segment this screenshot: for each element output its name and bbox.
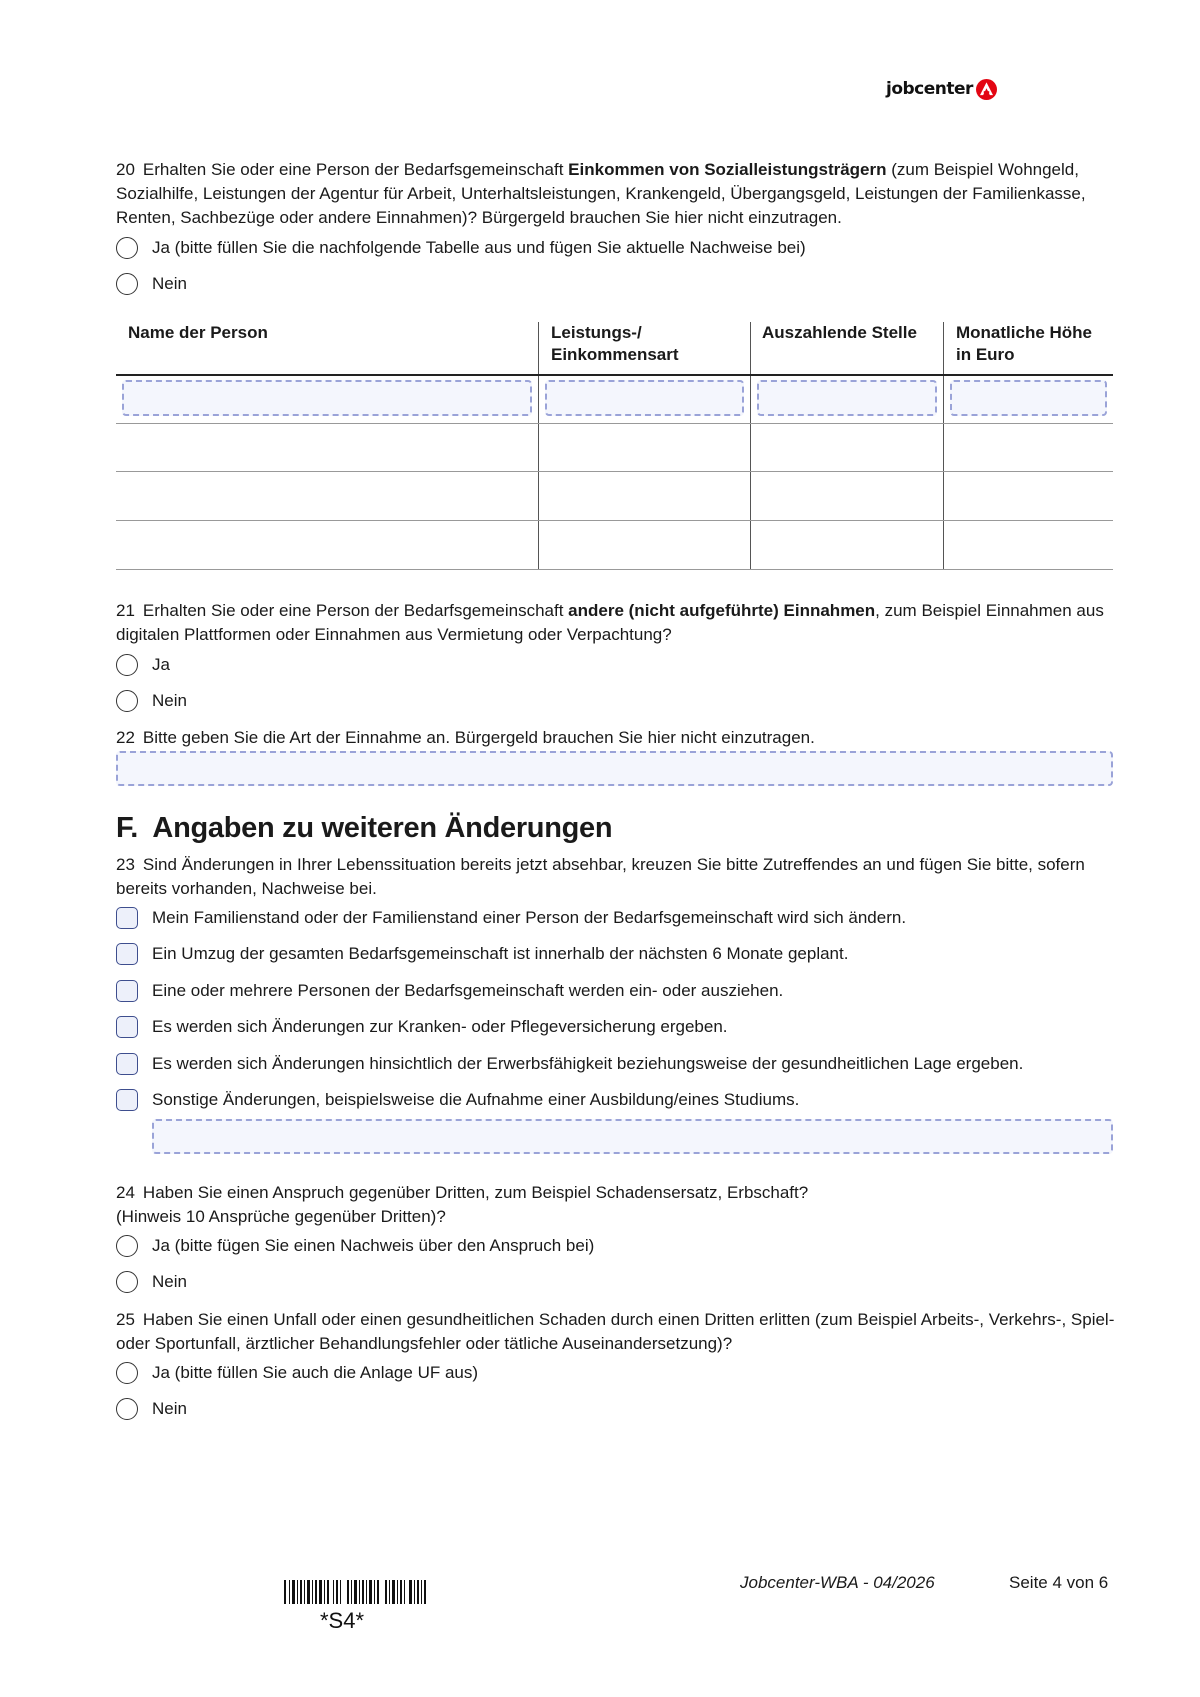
radio-button[interactable] bbox=[116, 690, 138, 712]
checkbox-label: Mein Familienstand oder der Familienstand einer Person der Bedarfsgemeinschaft wird sich ändern. bbox=[152, 908, 907, 927]
question-text: Bitte geben Sie die Art der Einnahme an. Bürgergeld brauchen Sie hier nicht einzutragen. bbox=[142, 728, 815, 747]
barcode-text: *S4* bbox=[320, 1608, 365, 1633]
question-number: 23 bbox=[116, 855, 135, 874]
question-25 bbox=[116, 1308, 1116, 1356]
q23-checkbox-marital[interactable] bbox=[116, 905, 906, 931]
option-label: Ja (bitte füllen Sie auch die Anlage UF aus) bbox=[152, 1363, 479, 1382]
question-text: Erhalten Sie oder eine Person der Bedarfsgemeinschaft bbox=[142, 160, 569, 179]
brand-a-icon bbox=[976, 79, 997, 100]
logo-text: jobcenter bbox=[886, 79, 973, 99]
option-label: Nein bbox=[152, 1399, 187, 1418]
table-field-payer[interactable] bbox=[757, 380, 937, 416]
checkbox-label: Ein Umzug der gesamten Bedarfsgemeinschaft ist innerhalb der nächsten 6 Monate geplant. bbox=[152, 944, 849, 963]
row-rule bbox=[116, 423, 1113, 424]
q20-option-nein[interactable] bbox=[116, 271, 187, 297]
q21-option-ja[interactable] bbox=[116, 652, 170, 678]
q25-option-ja[interactable] bbox=[116, 1360, 478, 1386]
col-header-payer: Auszahlende Stelle bbox=[762, 323, 917, 342]
row-rule bbox=[116, 520, 1113, 521]
question-emphasis: Einkommen von Sozialleistungsträgern bbox=[568, 160, 887, 179]
question-text: Haben Sie einen Unfall oder einen gesundheitlichen Schaden durch einen Dritten erlitten (zum Beispiel Arbeits-, Verkehrs-, Spiel- oder Sportunfall, ärztlicher Behandlungsfehler oder tätliche Auseinandersetzung)? bbox=[116, 1310, 1115, 1353]
q21-option-nein[interactable] bbox=[116, 688, 187, 714]
option-label: Nein bbox=[152, 691, 187, 710]
checkbox[interactable] bbox=[116, 980, 138, 1002]
question-20 bbox=[116, 158, 1116, 230]
column-divider bbox=[538, 322, 539, 570]
table-field-amount[interactable] bbox=[950, 380, 1107, 416]
q23-checkbox-move[interactable] bbox=[116, 941, 848, 967]
checkbox-label: Sonstige Änderungen, beispielsweise die Aufnahme einer Ausbildung/eines Studiums. bbox=[152, 1090, 800, 1109]
col-header-name: Name der Person bbox=[128, 323, 268, 342]
q24-option-ja[interactable] bbox=[116, 1233, 594, 1259]
column-divider bbox=[943, 322, 944, 570]
question-number: 24 bbox=[116, 1183, 135, 1202]
section-heading bbox=[116, 812, 612, 845]
barcode bbox=[284, 1580, 426, 1604]
radio-button[interactable] bbox=[116, 273, 138, 295]
q25-option-nein[interactable] bbox=[116, 1396, 187, 1422]
option-label: Ja (bitte füllen Sie die nachfolgende Tabelle aus und fügen Sie aktuelle Nachweise bei) bbox=[152, 238, 806, 257]
q24-option-nein[interactable] bbox=[116, 1269, 187, 1295]
radio-button[interactable] bbox=[116, 654, 138, 676]
checkbox[interactable] bbox=[116, 907, 138, 929]
row-rule bbox=[116, 569, 1113, 570]
radio-button[interactable] bbox=[116, 1235, 138, 1257]
question-text: Haben Sie einen Anspruch gegenüber Dritten, zum Beispiel Schadensersatz, Erbschaft? bbox=[142, 1183, 809, 1202]
question-number: 21 bbox=[116, 601, 135, 620]
q20-option-ja[interactable] bbox=[116, 235, 806, 261]
jobcenter-logo bbox=[886, 76, 997, 102]
question-22 bbox=[116, 726, 1116, 750]
checkbox[interactable] bbox=[116, 1053, 138, 1075]
checkbox[interactable] bbox=[116, 943, 138, 965]
question-text-cont: , zum Beispiel Einnahmen aus digitalen Plattformen oder Einnahmen aus Vermietung oder Verpachtung? bbox=[116, 601, 1104, 644]
question-text-cont: (zum Beispiel Wohngeld, Sozialhilfe, Leistungen der Agentur für Arbeit, Unterhaltsleistungen, Krankengeld, Übergangsgeld, Leistungen der Familienkasse, Renten, Sachbezüge oder andere Einnahmen)? Bürgergeld brauchen Sie hier nicht einzutragen. bbox=[116, 160, 1086, 227]
column-divider bbox=[750, 322, 751, 570]
radio-button[interactable] bbox=[116, 1362, 138, 1384]
table-field-type[interactable] bbox=[545, 380, 744, 416]
option-label: Ja (bitte fügen Sie einen Nachweis über den Anspruch bei) bbox=[152, 1236, 595, 1255]
question-number: 25 bbox=[116, 1310, 135, 1329]
question-text: Sind Änderungen in Ihrer Lebenssituation bereits jetzt absehbar, kreuzen Sie bitte Zutreffendes an und fügen Sie bitte, sofern bereits vorhanden, Nachweise bei. bbox=[116, 855, 1085, 898]
option-label: Nein bbox=[152, 1272, 187, 1291]
question-text: Erhalten Sie oder eine Person der Bedarfsgemeinschaft bbox=[142, 601, 569, 620]
col-header-type: Leistungs-/ Einkommensart bbox=[551, 323, 679, 364]
other-changes-input[interactable] bbox=[152, 1119, 1113, 1154]
question-24 bbox=[116, 1181, 1116, 1229]
checkbox-label: Es werden sich Änderungen zur Kranken- oder Pflegeversicherung ergeben. bbox=[152, 1017, 728, 1036]
q23-checkbox-health[interactable] bbox=[116, 1051, 1023, 1077]
q23-checkbox-insurance[interactable] bbox=[116, 1014, 728, 1040]
table-field-name[interactable] bbox=[122, 380, 532, 416]
income-type-input[interactable] bbox=[116, 751, 1113, 786]
row-rule bbox=[116, 471, 1113, 472]
radio-button[interactable] bbox=[116, 1398, 138, 1420]
section-letter: F. bbox=[116, 812, 138, 844]
section-title: Angaben zu weiteren Änderungen bbox=[152, 812, 613, 844]
page-number: Seite 4 von 6 bbox=[1009, 1573, 1109, 1592]
checkbox-label: Eine oder mehrere Personen der Bedarfsgemeinschaft werden ein- oder ausziehen. bbox=[152, 981, 784, 1000]
header-rule bbox=[116, 374, 1113, 376]
option-label: Ja bbox=[152, 655, 170, 674]
col-header-amount: Monatliche Höhe in Euro bbox=[956, 323, 1093, 364]
checkbox-label: Es werden sich Änderungen hinsichtlich der Erwerbsfähigkeit beziehungsweise der gesundheitlichen Lage ergeben. bbox=[152, 1054, 1024, 1073]
radio-button[interactable] bbox=[116, 237, 138, 259]
option-label: Nein bbox=[152, 274, 187, 293]
question-hint: (Hinweis 10 Ansprüche gegenüber Dritten)? bbox=[116, 1207, 446, 1226]
question-23 bbox=[116, 853, 1116, 901]
question-number: 22 bbox=[116, 728, 135, 747]
question-21 bbox=[116, 599, 1116, 647]
checkbox[interactable] bbox=[116, 1089, 138, 1111]
form-identifier: Jobcenter-WBA - 04/2026 bbox=[740, 1573, 935, 1592]
q23-checkbox-members[interactable] bbox=[116, 978, 783, 1004]
income-table bbox=[116, 322, 1113, 570]
checkbox[interactable] bbox=[116, 1016, 138, 1038]
radio-button[interactable] bbox=[116, 1271, 138, 1293]
q23-checkbox-other[interactable] bbox=[116, 1087, 799, 1113]
question-emphasis: andere (nicht aufgeführte) Einnahmen bbox=[568, 601, 876, 620]
question-number: 20 bbox=[116, 160, 135, 179]
